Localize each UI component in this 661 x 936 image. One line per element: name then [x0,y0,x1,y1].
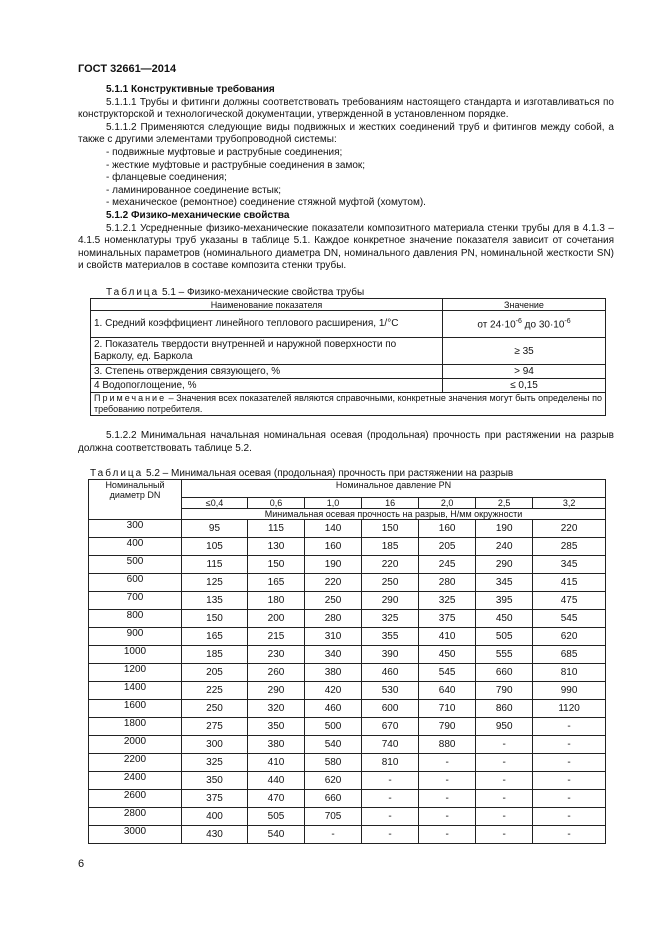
table-note: Примечание – Значения всех показателей являются справочными, конкретные значения могут быть определены по требованию потребителя. [91,393,606,416]
value-cell: 350 [182,772,248,790]
value-cell: 600 [362,700,419,718]
value-cell: 950 [476,718,533,736]
value-cell: 180 [247,592,304,610]
value-cell: 530 [362,682,419,700]
value-cell: 620 [305,772,362,790]
value-cell: 430 [182,826,248,844]
value-cell: - [476,736,533,754]
table-row: 2. Показатель твердости внутренней и наружной поверхности по Барколу, ед. Баркола ≥ 35 [91,338,606,365]
dn-cell: 400 [89,538,182,556]
value-cell: - [476,808,533,826]
value-cell: - [362,772,419,790]
value-cell: 220 [362,556,419,574]
list-item: - жесткие муфтовые и раструбные соединения в замок; [106,159,366,171]
value-cell: 810 [362,754,419,772]
value-cell: 640 [419,682,476,700]
value-cell: 250 [305,592,362,610]
value-cell: 810 [533,664,606,682]
paragraph-5121: 5.1.2.1 Усредненные физико-механические показатели композитного материала стенки трубы для в 4.1.3 – 4.1.5 номенклатуры труб указаны в таблице 5.1. Каждое конкретное значение показателя зависит от сочетания номинальных параметров (номинального диаметра DN, номинального давления PN, номинальной жесткости SN) и свойств материалов в составе композита стенки трубы. [78,222,614,272]
value-cell: 325 [362,610,419,628]
pn-header: 16 [362,498,419,509]
unit-row: Минимальная осевая прочность на разрыв, Н/мм окружности [182,509,606,520]
value-cell: 660 [476,664,533,682]
table-row [89,790,606,808]
value-cell: 150 [362,520,419,538]
value-cell: 390 [362,646,419,664]
value-cell: 150 [182,610,248,628]
table2-caption: Таблица 5.2 – Минимальная осевая (продольная) прочность при растяжении на разрыв [90,468,514,479]
value-cell: 500 [305,718,362,736]
dn-cell: 1000 [89,646,182,664]
table-row [89,520,606,538]
pn-header: 0,6 [247,498,304,509]
value-cell: - [362,790,419,808]
value-cell: 105 [182,538,248,556]
value-cell: 115 [247,520,304,538]
value-cell: от $24\cdot 10^{-6}$ до $30\cdot 10^{-6}$ [443,311,606,338]
table-row [89,646,606,664]
table-physical-properties [90,298,606,416]
table-row: 3. Степень отверждения связующего, % > 94 [91,365,606,379]
table-row [89,538,606,556]
table-row [89,718,606,736]
table-row: 4 Водопоглощение, % ≤ 0,15 [91,379,606,393]
dn-cell: 900 [89,628,182,646]
value-cell: 325 [182,754,248,772]
value-cell: - [476,790,533,808]
value-cell: 200 [247,610,304,628]
dn-cell: 2200 [89,754,182,772]
value-cell: 355 [362,628,419,646]
value-cell: 190 [476,520,533,538]
dn-cell: 2000 [89,736,182,754]
value-cell: 165 [247,574,304,592]
value-cell: 345 [476,574,533,592]
value-cell: 660 [305,790,362,808]
dn-cell: 500 [89,556,182,574]
value-cell: 540 [305,736,362,754]
table-row [89,592,606,610]
value-cell: 290 [362,592,419,610]
standard-header: ГОСТ 32661—2014 [78,63,177,75]
list-item: - подвижные муфтовые и раструбные соединения; [106,146,343,158]
value-cell: 705 [305,808,362,826]
value-cell: 555 [476,646,533,664]
value-cell: 395 [476,592,533,610]
value-cell: 290 [247,682,304,700]
dn-cell: 1400 [89,682,182,700]
value-cell: 505 [476,628,533,646]
value-cell: - [419,790,476,808]
value-cell: 205 [182,664,248,682]
value-cell: - [533,718,606,736]
text-block-1 [78,84,614,273]
value-cell: 375 [419,610,476,628]
value-cell: - [533,754,606,772]
section-heading-512: 5.1.2 Физико-механические свойства [106,209,290,221]
value-cell: 380 [305,664,362,682]
value-cell: 185 [182,646,248,664]
table-row: 1. Средний коэффициент линейного теплового расширения, 1/°C от $24\cdot 10^{-6}$ до $30\cdot 10^{-6}$ [91,311,606,338]
table-row [89,736,606,754]
value-cell: 710 [419,700,476,718]
value-cell: 380 [247,736,304,754]
value-cell: 250 [362,574,419,592]
list-item: - фланцевые соединения; [106,172,227,184]
column-header-dn: Номинальный диаметр DN [89,480,182,520]
table-row [89,754,606,772]
list-item: - ламинированное соединение встык; [106,184,281,196]
table-row [89,574,606,592]
dn-cell: 600 [89,574,182,592]
value-cell: 135 [182,592,248,610]
value-cell: 340 [305,646,362,664]
value-cell: - [476,754,533,772]
value-cell: 185 [362,538,419,556]
value-cell: 160 [305,538,362,556]
value-cell: 790 [419,718,476,736]
value-cell: - [419,826,476,844]
value-cell: - [476,826,533,844]
value-cell: 190 [305,556,362,574]
value-cell: 740 [362,736,419,754]
value-cell: 345 [533,556,606,574]
value-cell: 165 [182,628,248,646]
table-row [89,826,606,844]
value-cell: 880 [419,736,476,754]
table-row [89,610,606,628]
value-cell: 1120 [533,700,606,718]
table1-caption: Таблица 5.1 – Физико-механические свойства трубы [106,287,365,298]
column-header-pn: Номинальное давление PN [182,480,606,498]
value-cell: 160 [419,520,476,538]
value-cell: - [533,826,606,844]
value-cell: 670 [362,718,419,736]
value-cell: 410 [419,628,476,646]
value-cell: 415 [533,574,606,592]
value-cell: - [305,826,362,844]
value-cell: 205 [419,538,476,556]
value-cell: 475 [533,592,606,610]
value-cell: 140 [305,520,362,538]
value-cell: - [533,808,606,826]
column-header-name: Наименование показателя [91,299,443,311]
pn-header: 1,0 [305,498,362,509]
value-cell: 685 [533,646,606,664]
pn-header: 2,5 [476,498,533,509]
table-note-row [91,393,606,416]
value-cell: 580 [305,754,362,772]
value-cell: 215 [247,628,304,646]
paragraph-5111: 5.1.1.1 Трубы и фитинги должны соответствовать требованиям настоящего стандарта и изготавливаться по конструкторской и технологической документации, утвержденной в установленном порядке. [78,96,614,121]
value-cell: 320 [247,700,304,718]
value-cell: 860 [476,700,533,718]
value-cell: 245 [419,556,476,574]
value-cell: 150 [247,556,304,574]
value-cell: 300 [182,736,248,754]
table-tensile-strength [88,479,606,844]
value-cell: 440 [247,772,304,790]
value-cell: - [533,736,606,754]
value-cell: 375 [182,790,248,808]
value-cell: 95 [182,520,248,538]
value-cell: 450 [476,610,533,628]
pn-header: 3,2 [533,498,606,509]
value-cell: 545 [533,610,606,628]
value-cell: - [419,772,476,790]
pn-header: 2,0 [419,498,476,509]
value-cell: 310 [305,628,362,646]
table-row [89,628,606,646]
value-cell: 990 [533,682,606,700]
value-cell: 410 [247,754,304,772]
value-cell: 230 [247,646,304,664]
value-cell: 240 [476,538,533,556]
value-cell: 545 [419,664,476,682]
value-cell: 325 [419,592,476,610]
value-cell: - [419,808,476,826]
value-cell: 450 [419,646,476,664]
value-cell: 280 [305,610,362,628]
table-row [89,808,606,826]
value-cell: 275 [182,718,248,736]
value-cell: - [476,772,533,790]
list-item: - механическое (ремонтное) соединение стяжной муфтой (хомутом). [106,197,426,209]
text-block-2 [78,430,614,455]
value-cell: 470 [247,790,304,808]
value-cell: 220 [305,574,362,592]
dn-cell: 2800 [89,808,182,826]
table-row [89,556,606,574]
value-cell: 290 [476,556,533,574]
value-cell: 460 [362,664,419,682]
paragraph-5112: 5.1.1.2 Применяются следующие виды подвижных и жестких соединений труб и фитингов между собой, а также с другими элементами трубопроводной системы: [78,121,614,146]
table-row [89,772,606,790]
dn-cell: 1600 [89,700,182,718]
value-cell: 460 [305,700,362,718]
value-cell: 285 [533,538,606,556]
dn-cell: 800 [89,610,182,628]
value-cell: - [533,790,606,808]
value-cell: 620 [533,628,606,646]
dn-cell: 1800 [89,718,182,736]
pn-header: ≤0,4 [182,498,248,509]
value-cell: - [362,808,419,826]
value-cell: 125 [182,574,248,592]
value-cell: - [533,772,606,790]
dn-cell: 3000 [89,826,182,844]
dn-cell: 300 [89,520,182,538]
value-cell: 220 [533,520,606,538]
value-cell: 400 [182,808,248,826]
value-cell: 540 [247,826,304,844]
table-body [89,520,606,844]
value-cell: - [362,826,419,844]
column-header-value: Значение [443,299,606,311]
table-row [89,682,606,700]
value-cell: 260 [247,664,304,682]
dn-cell: 2400 [89,772,182,790]
value-cell: 505 [247,808,304,826]
value-cell: 280 [419,574,476,592]
dn-cell: 2600 [89,790,182,808]
table-row [89,700,606,718]
value-cell: 790 [476,682,533,700]
value-cell: 130 [247,538,304,556]
value-cell: 250 [182,700,248,718]
section-heading-511: 5.1.1 Конструктивные требования [106,84,275,95]
page-number: 6 [78,858,85,870]
value-cell: - [419,754,476,772]
paragraph-5122: 5.1.2.2 Минимальная начальная номинальная осевая (продольная) прочность при растяжении на разрыв должна соответствовать таблице 5.2. [78,430,614,454]
dn-cell: 1200 [89,664,182,682]
value-cell: 420 [305,682,362,700]
value-cell: 350 [247,718,304,736]
value-cell: 115 [182,556,248,574]
value-cell: 225 [182,682,248,700]
dn-cell: 700 [89,592,182,610]
table-row [89,664,606,682]
